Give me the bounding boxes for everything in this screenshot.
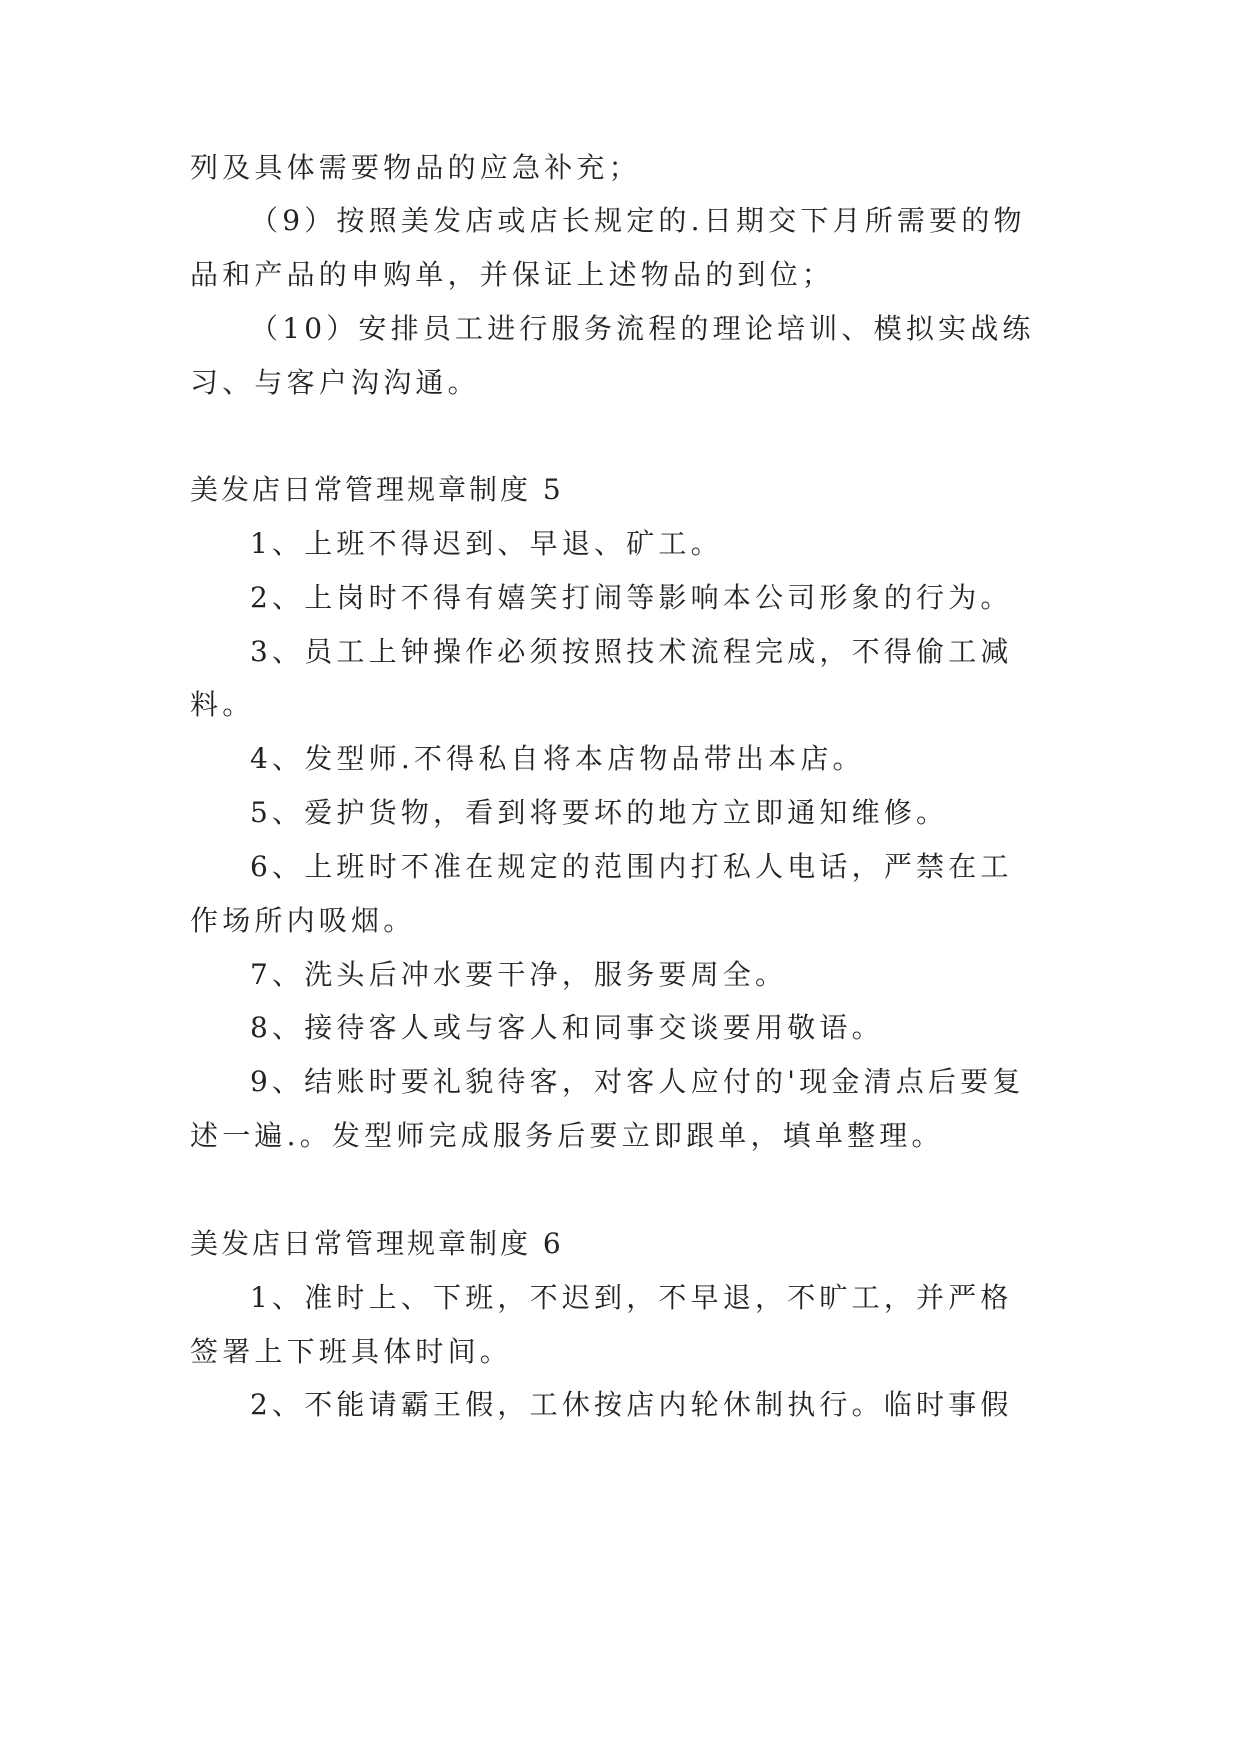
text-line: 签署上下班具体时间。 <box>190 1335 513 1368</box>
text-line: 1、准时上、下班，不迟到，不早退，不旷工，并严格 <box>250 1281 1013 1314</box>
text-line: 2、上岗时不得有嬉笑打闹等影响本公司形象的行为。 <box>250 581 1013 614</box>
text-line: 9、结账时要礼貌待客，对客人应付的'现金清点后要复 <box>250 1065 1025 1098</box>
text-line: 习、与客户沟沟通。 <box>190 366 480 399</box>
text-line: 5、爱护货物，看到将要坏的地方立即通知维修。 <box>250 796 949 829</box>
text-line: 1、上班不得迟到、早退、矿工。 <box>250 527 723 560</box>
text-line: 4、发型师.不得私自将本店物品带出本店。 <box>250 742 865 775</box>
text-line: 述一遍.。发型师完成服务后要立即跟单，填单整理。 <box>190 1119 944 1152</box>
text-line: 6、上班时不准在规定的范围内打私人电话，严禁在工 <box>250 850 1013 883</box>
text-line: 品和产品的申购单，并保证上述物品的到位； <box>190 258 835 291</box>
text-line: 料。 <box>190 688 255 721</box>
section-heading: 美发店日常管理规章制度 5 <box>190 473 564 506</box>
text-line: （10）安排员工进行服务流程的理论培训、模拟实战练 <box>250 312 1035 345</box>
text-line: 8、接待客人或与客人和同事交谈要用敬语。 <box>250 1011 884 1044</box>
text-line: （9）按照美发店或店长规定的.日期交下月所需要的物 <box>250 204 1026 237</box>
text-line: 3、员工上钟操作必须按照技术流程完成，不得偷工减 <box>250 635 1013 668</box>
text-line: 7、洗头后冲水要干净，服务要周全。 <box>250 958 788 991</box>
text-line: 作场所内吸烟。 <box>190 904 416 937</box>
text-line: 列及具体需要物品的应急补充； <box>190 151 641 184</box>
text-line: 2、不能请霸王假，工休按店内轮休制执行。临时事假 <box>250 1388 1013 1421</box>
section-heading: 美发店日常管理规章制度 6 <box>190 1227 564 1260</box>
